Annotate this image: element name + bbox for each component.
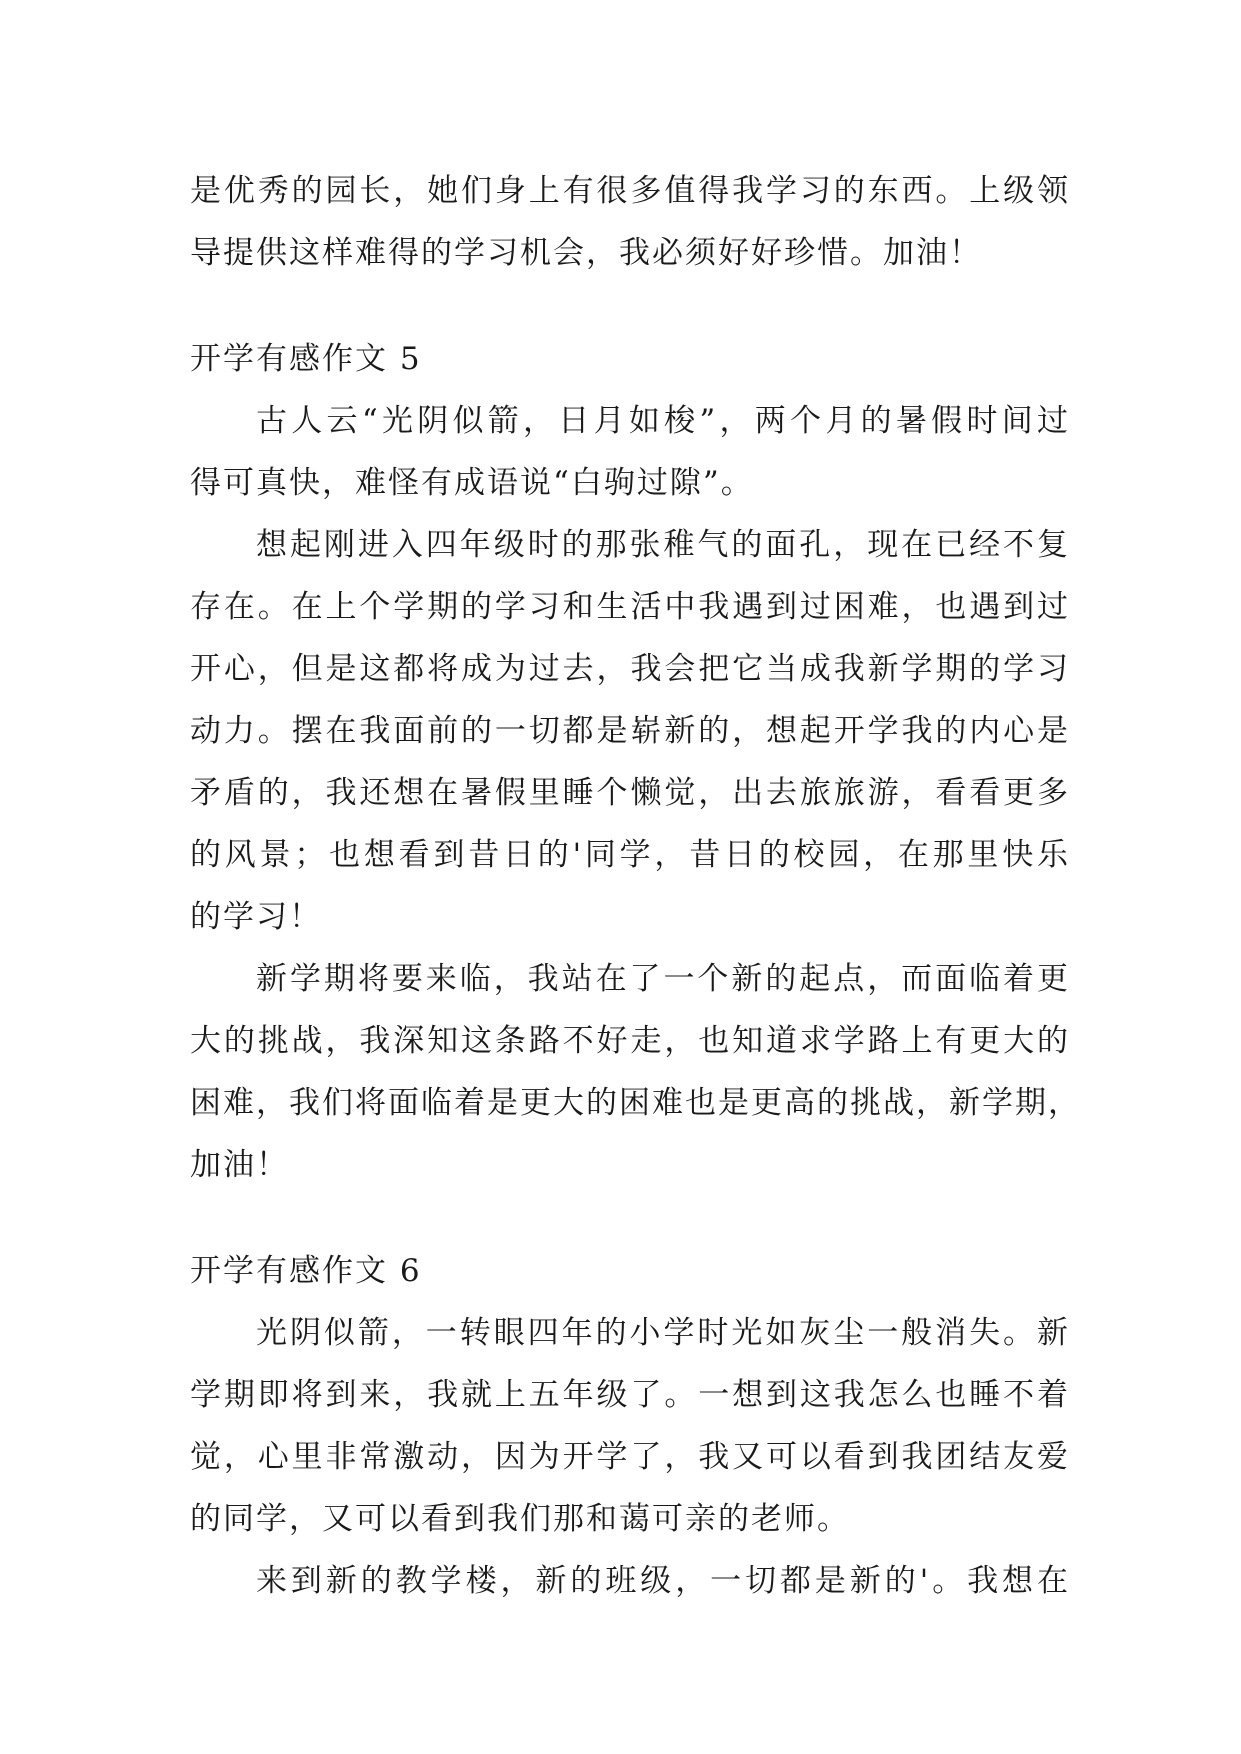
- intro-paragraph: [190, 160, 1070, 284]
- text-line: 学期即将到来，我就上五年级了。一想到这我怎么也睡不着: [190, 1377, 1070, 1413]
- text-line: 是优秀的园长，她们身上有很多值得我学习的东西。上级领: [190, 173, 1070, 209]
- text-line: 古人云“光阴似箭，日月如梭”，两个月的暑假时间过: [256, 403, 1070, 439]
- essay-6-title: 开学有感作文 6: [190, 1253, 422, 1289]
- essay-5-paragraph-3: [190, 948, 1081, 1196]
- essay-5-paragraph-2: [190, 514, 1070, 948]
- text-line: 加油！: [190, 1147, 289, 1183]
- text-line: 光阴似箭，一转眼四年的小学时光如灰尘一般消失。新: [256, 1315, 1070, 1351]
- text-line: 开心，但是这都将成为过去，我会把它当成我新学期的学习: [190, 651, 1070, 687]
- text-line: 存在。在上个学期的学习和生活中我遇到过困难，也遇到过: [190, 589, 1070, 625]
- text-line: 得可真快，难怪有成语说“白驹过隙”。: [190, 465, 754, 501]
- text-line: 的风景；也想看到昔日的'同学，昔日的校园，在那里快乐: [190, 837, 1070, 873]
- text-line: 的学习！: [190, 899, 322, 935]
- text-line: 矛盾的，我还想在暑假里睡个懒觉，出去旅旅游，看看更多: [190, 775, 1070, 811]
- essay-6-paragraph-1: [190, 1302, 1070, 1550]
- essay-6-paragraph-2: [190, 1550, 1070, 1612]
- text-line: 想起刚进入四年级时的那张稚气的面孔，现在已经不复: [256, 527, 1070, 563]
- essay-5-title: 开学有感作文 5: [190, 341, 422, 377]
- text-line: 困难，我们将面临着是更大的困难也是更高的挑战，新学期，: [190, 1085, 1081, 1121]
- text-line: 来到新的教学楼，新的班级，一切都是新的'。我想在: [256, 1563, 1070, 1599]
- essay-5-paragraph-1: [190, 390, 1070, 514]
- document-page: [190, 160, 1081, 1612]
- text-line: 觉，心里非常激动，因为开学了，我又可以看到我团结友爱: [190, 1439, 1070, 1475]
- text-line: 的同学，又可以看到我们那和蔼可亲的老师。: [190, 1501, 850, 1537]
- text-line: 动力。摆在我面前的一切都是崭新的，想起开学我的内心是: [190, 713, 1070, 749]
- text-line: 大的挑战，我深知这条路不好走，也知道求学路上有更大的: [190, 1023, 1070, 1059]
- text-line: 新学期将要来临，我站在了一个新的起点，而面临着更: [256, 961, 1070, 997]
- text-line: 导提供这样难得的学习机会，我必须好好珍惜。加油！: [190, 235, 982, 271]
